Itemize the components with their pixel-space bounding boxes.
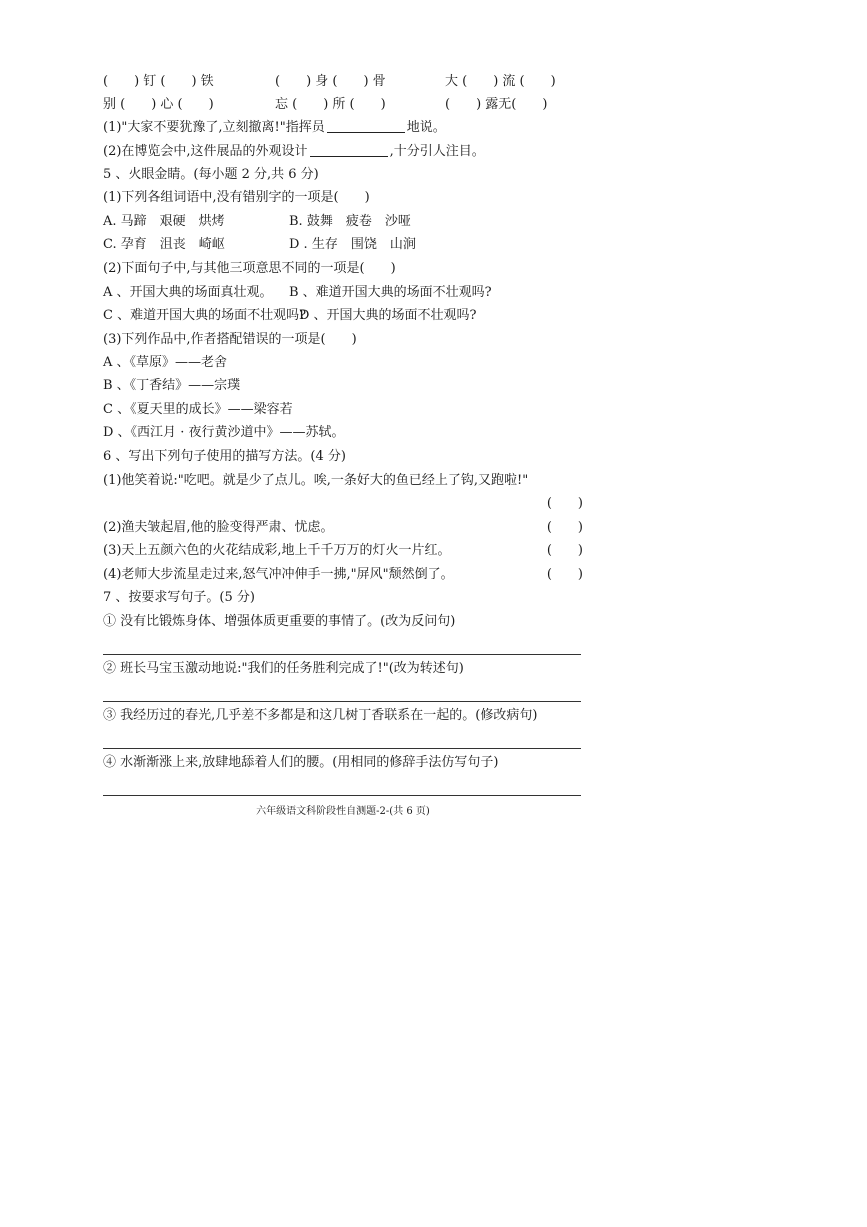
option-b: B. 鼓舞 疲卷 沙哑 bbox=[289, 214, 411, 229]
q6-item-3 bbox=[103, 540, 583, 562]
q5-title: 5 、火眼金睛。(每小题 2 分,共 6 分) bbox=[103, 167, 319, 182]
answer-line[interactable] bbox=[103, 701, 581, 702]
answer-line[interactable] bbox=[103, 654, 581, 655]
answer-blank[interactable] bbox=[327, 118, 405, 133]
q4-item-1 bbox=[103, 117, 583, 139]
q5-3-option-c: C 、《夏天里的成长》——梁容若 bbox=[103, 402, 293, 417]
answer-blank[interactable] bbox=[310, 142, 388, 157]
q6-item-3-text: (3)天上五颜六色的火花结成彩,地上千千万万的灯火一片红。 bbox=[103, 543, 451, 558]
answer-paren[interactable]: ( ) bbox=[546, 567, 583, 582]
option-c: C. 孕育 沮丧 崎岖 bbox=[103, 237, 225, 252]
option-a: A 、开国大典的场面真壮观。 bbox=[103, 285, 273, 300]
answer-paren[interactable]: ( ) bbox=[546, 543, 583, 558]
option-d: D . 生存 围饶 山涧 bbox=[289, 237, 416, 252]
q6-item-2 bbox=[103, 517, 583, 539]
fill-item: 别 ( ) 心 ( ) bbox=[103, 97, 214, 112]
q6-item-2-text: (2)渔夫皱起眉,他的脸变得严肃、忧虑。 bbox=[103, 520, 334, 535]
fill-item: ( ) 身 ( ) 骨 bbox=[275, 74, 386, 89]
q5-3-option-a: A 、《草原》——老舍 bbox=[103, 355, 228, 370]
fill-item: 忘 ( ) 所 ( ) bbox=[275, 97, 386, 112]
q5-3-option-b: B 、《丁香结》——宗璞 bbox=[103, 378, 241, 393]
answer-paren[interactable]: ( ) bbox=[546, 496, 583, 511]
q5-2-stem: (2)下面句子中,与其他三项意思不同的一项是( ) bbox=[103, 261, 396, 276]
q6-title: 6 、写出下列句子使用的描写方法。(4 分) bbox=[103, 449, 346, 464]
q7-item-4: ④ 水渐渐涨上来,放肆地舔着人们的腰。(用相同的修辞手法仿写句子) bbox=[103, 755, 499, 770]
q4-item-1-tail: 地说。 bbox=[406, 120, 446, 135]
fill-item: 大 ( ) 流 ( ) bbox=[445, 74, 556, 89]
q5-3-stem: (3)下列作品中,作者搭配错误的一项是( ) bbox=[103, 332, 357, 347]
answer-paren[interactable]: ( ) bbox=[546, 520, 583, 535]
option-b: B 、难道开国大典的场面不壮观吗? bbox=[289, 285, 492, 300]
answer-line[interactable] bbox=[103, 748, 581, 749]
q5-3-option-d: D 、《西江月 · 夜行黄沙道中》——苏轼。 bbox=[103, 425, 345, 440]
q5-2-options-cd bbox=[103, 305, 583, 327]
q5-1-options-ab bbox=[103, 211, 583, 233]
option-a: A. 马蹄 艰硬 烘烤 bbox=[103, 214, 225, 229]
q4-item-2-tail: ,十分引人注目。 bbox=[389, 144, 485, 159]
fill-row-2 bbox=[103, 94, 583, 116]
q4-item-2 bbox=[103, 141, 583, 163]
q7-item-2: ② 班长马宝玉激动地说:"我们的任务胜利完成了!"(改为转述句) bbox=[103, 661, 464, 676]
q6-item-1: (1)他笑着说:"吃吧。就是少了点儿。唉,一条好大的鱼已经上了钩,又跑啦!" bbox=[103, 473, 529, 488]
q6-item-4-text: (4)老师大步流星走过来,怒气冲冲伸手一拂,"屏风"颓然倒了。 bbox=[103, 567, 454, 582]
q7-item-1: ① 没有比锻炼身体、增强体质更重要的事情了。(改为反问句) bbox=[103, 614, 456, 629]
q7-item-3: ③ 我经历过的春光,几乎差不多都是和这几树丁香联系在一起的。(修改病句) bbox=[103, 708, 538, 723]
q6-item-1-answer bbox=[103, 493, 583, 515]
option-d: D 、开国大典的场面不壮观吗? bbox=[299, 308, 477, 323]
option-c: C 、难道开国大典的场面不壮观吗? bbox=[103, 308, 307, 323]
fill-item: ( ) 钉 ( ) 铁 bbox=[103, 74, 214, 89]
fill-item: ( ) 露无( ) bbox=[445, 97, 548, 112]
q5-2-options-ab bbox=[103, 282, 583, 304]
answer-line[interactable] bbox=[103, 795, 581, 796]
q5-1-options-cd bbox=[103, 234, 583, 256]
fill-row-1 bbox=[103, 71, 583, 93]
q4-item-2-text: (2)在博览会中,这件展品的外观设计 bbox=[103, 144, 308, 159]
page-footer: 六年级语文科阶段性自测题-2-(共 6 页) bbox=[256, 806, 430, 817]
q7-title: 7 、按要求写句子。(5 分) bbox=[103, 590, 255, 605]
q6-item-4 bbox=[103, 564, 583, 586]
q4-item-1-text: (1)"大家不要犹豫了,立刻撤离!"指挥员 bbox=[103, 120, 325, 135]
q5-1-stem: (1)下列各组词语中,没有错别字的一项是( ) bbox=[103, 190, 370, 205]
